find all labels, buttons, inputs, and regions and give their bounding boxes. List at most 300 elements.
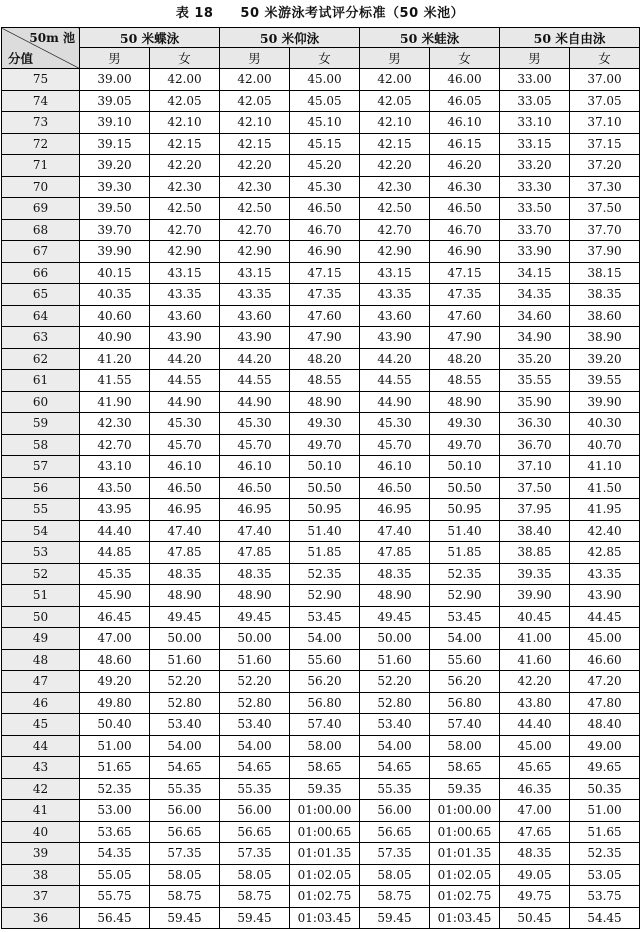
table-row — [2, 348, 640, 370]
time-cell: 46.90 — [290, 241, 360, 263]
time-cell: 47.40 — [220, 520, 290, 542]
time-cell: 43.15 — [220, 262, 290, 284]
time-cell: 59.45 — [360, 907, 430, 929]
time-cell: 58.75 — [220, 886, 290, 908]
table-row — [2, 413, 640, 435]
time-cell: 58.75 — [360, 886, 430, 908]
time-cell: 50.00 — [220, 628, 290, 650]
time-cell: 50.35 — [570, 778, 640, 800]
time-cell: 48.90 — [150, 585, 220, 607]
time-cell: 46.70 — [290, 219, 360, 241]
time-cell: 46.05 — [430, 90, 500, 112]
time-cell: 48.60 — [80, 649, 150, 671]
time-cell: 41.50 — [570, 477, 640, 499]
score-cell: 53 — [2, 542, 80, 564]
time-cell: 45.65 — [500, 757, 570, 779]
time-cell: 50.10 — [430, 456, 500, 478]
time-cell: 58.65 — [430, 757, 500, 779]
scoring-table — [1, 27, 640, 929]
score-cell: 61 — [2, 370, 80, 392]
time-cell: 53.45 — [430, 606, 500, 628]
time-cell: 33.20 — [500, 155, 570, 177]
time-cell: 41.20 — [80, 348, 150, 370]
time-cell: 44.20 — [360, 348, 430, 370]
time-cell: 42.30 — [80, 413, 150, 435]
time-cell: 43.95 — [80, 499, 150, 521]
time-cell: 40.15 — [80, 262, 150, 284]
time-cell: 50.95 — [430, 499, 500, 521]
time-cell: 58.00 — [430, 735, 500, 757]
time-cell: 42.05 — [360, 90, 430, 112]
time-cell: 44.55 — [220, 370, 290, 392]
time-cell: 37.90 — [570, 241, 640, 263]
time-cell: 49.65 — [570, 757, 640, 779]
time-cell: 53.65 — [80, 821, 150, 843]
time-cell: 47.65 — [500, 821, 570, 843]
time-cell: 56.65 — [220, 821, 290, 843]
time-cell: 54.45 — [570, 907, 640, 929]
table-row — [2, 864, 640, 886]
time-cell: 55.35 — [220, 778, 290, 800]
time-cell: 42.15 — [360, 133, 430, 155]
time-cell: 42.30 — [220, 176, 290, 198]
time-cell: 42.70 — [220, 219, 290, 241]
time-cell: 51.85 — [290, 542, 360, 564]
time-cell: 51.40 — [430, 520, 500, 542]
table-row — [2, 219, 640, 241]
time-cell: 39.20 — [570, 348, 640, 370]
time-cell: 52.90 — [430, 585, 500, 607]
time-cell: 39.70 — [80, 219, 150, 241]
time-cell: 52.20 — [220, 671, 290, 693]
score-cell: 50 — [2, 606, 80, 628]
time-cell: 47.85 — [360, 542, 430, 564]
time-cell: 41.60 — [500, 649, 570, 671]
time-cell: 59.35 — [430, 778, 500, 800]
time-cell: 58.05 — [360, 864, 430, 886]
time-cell: 47.85 — [220, 542, 290, 564]
score-cell: 43 — [2, 757, 80, 779]
table-row — [2, 735, 640, 757]
time-cell: 48.35 — [150, 563, 220, 585]
time-cell: 46.60 — [570, 649, 640, 671]
time-cell: 01:00.65 — [290, 821, 360, 843]
table-row — [2, 499, 640, 521]
event-header-breaststroke: 50 米蛙泳 — [360, 28, 500, 48]
time-cell: 01:02.05 — [430, 864, 500, 886]
time-cell: 48.90 — [220, 585, 290, 607]
time-cell: 59.45 — [150, 907, 220, 929]
time-cell: 47.40 — [150, 520, 220, 542]
time-cell: 47.60 — [290, 305, 360, 327]
time-cell: 53.40 — [360, 714, 430, 736]
time-cell: 57.40 — [290, 714, 360, 736]
time-cell: 37.95 — [500, 499, 570, 521]
time-cell: 48.35 — [360, 563, 430, 585]
time-cell: 48.55 — [430, 370, 500, 392]
table-row — [2, 133, 640, 155]
score-cell: 54 — [2, 520, 80, 542]
time-cell: 01:00.00 — [290, 800, 360, 822]
score-cell: 37 — [2, 886, 80, 908]
time-cell: 46.10 — [430, 112, 500, 134]
time-cell: 56.00 — [220, 800, 290, 822]
time-cell: 43.15 — [360, 262, 430, 284]
time-cell: 42.50 — [360, 198, 430, 220]
time-cell: 45.90 — [80, 585, 150, 607]
time-cell: 42.70 — [80, 434, 150, 456]
time-cell: 39.05 — [80, 90, 150, 112]
time-cell: 56.80 — [290, 692, 360, 714]
time-cell: 37.70 — [570, 219, 640, 241]
table-body — [2, 69, 640, 929]
time-cell: 47.15 — [290, 262, 360, 284]
score-cell: 68 — [2, 219, 80, 241]
score-cell: 36 — [2, 907, 80, 929]
time-cell: 44.20 — [150, 348, 220, 370]
time-cell: 42.85 — [570, 542, 640, 564]
time-cell: 57.35 — [220, 843, 290, 865]
table-row — [2, 241, 640, 263]
time-cell: 42.05 — [150, 90, 220, 112]
score-cell: 64 — [2, 305, 80, 327]
table-row — [2, 542, 640, 564]
time-cell: 52.35 — [80, 778, 150, 800]
score-cell: 71 — [2, 155, 80, 177]
time-cell: 37.10 — [500, 456, 570, 478]
time-cell: 51.00 — [570, 800, 640, 822]
time-cell: 33.05 — [500, 90, 570, 112]
time-cell: 56.65 — [150, 821, 220, 843]
time-cell: 45.30 — [290, 176, 360, 198]
time-cell: 39.30 — [80, 176, 150, 198]
time-cell: 37.30 — [570, 176, 640, 198]
event-header-butterfly: 50 米蝶泳 — [80, 28, 220, 48]
time-cell: 42.90 — [360, 241, 430, 263]
time-cell: 33.90 — [500, 241, 570, 263]
table-row — [2, 327, 640, 349]
time-cell: 55.35 — [360, 778, 430, 800]
table-row — [2, 391, 640, 413]
time-cell: 39.90 — [80, 241, 150, 263]
time-cell: 35.55 — [500, 370, 570, 392]
time-cell: 42.10 — [220, 112, 290, 134]
time-cell: 42.90 — [220, 241, 290, 263]
time-cell: 40.70 — [570, 434, 640, 456]
time-cell: 46.45 — [80, 606, 150, 628]
gender-header: 女 — [290, 48, 360, 69]
table-row — [2, 585, 640, 607]
time-cell: 33.70 — [500, 219, 570, 241]
time-cell: 41.95 — [570, 499, 640, 521]
time-cell: 52.80 — [360, 692, 430, 714]
time-cell: 49.20 — [80, 671, 150, 693]
time-cell: 39.35 — [500, 563, 570, 585]
time-cell: 46.50 — [150, 477, 220, 499]
score-cell: 40 — [2, 821, 80, 843]
time-cell: 49.75 — [500, 886, 570, 908]
time-cell: 56.20 — [290, 671, 360, 693]
event-header-backstroke: 50 米仰泳 — [220, 28, 360, 48]
time-cell: 42.20 — [500, 671, 570, 693]
time-cell: 51.00 — [80, 735, 150, 757]
time-cell: 53.45 — [290, 606, 360, 628]
time-cell: 58.00 — [290, 735, 360, 757]
time-cell: 37.50 — [570, 198, 640, 220]
time-cell: 43.60 — [220, 305, 290, 327]
time-cell: 48.90 — [360, 585, 430, 607]
score-cell: 67 — [2, 241, 80, 263]
time-cell: 47.35 — [430, 284, 500, 306]
corner-pool-label: 50m 池 — [29, 31, 75, 45]
time-cell: 37.00 — [570, 69, 640, 91]
table-row — [2, 843, 640, 865]
time-cell: 36.30 — [500, 413, 570, 435]
time-cell: 58.65 — [290, 757, 360, 779]
time-cell: 42.20 — [150, 155, 220, 177]
event-header-freestyle: 50 米自由泳 — [500, 28, 640, 48]
time-cell: 52.35 — [430, 563, 500, 585]
score-cell: 62 — [2, 348, 80, 370]
time-cell: 39.50 — [80, 198, 150, 220]
time-cell: 49.45 — [150, 606, 220, 628]
time-cell: 53.40 — [220, 714, 290, 736]
time-cell: 56.65 — [360, 821, 430, 843]
time-cell: 43.35 — [150, 284, 220, 306]
table-row — [2, 821, 640, 843]
time-cell: 41.10 — [570, 456, 640, 478]
time-cell: 49.30 — [290, 413, 360, 435]
time-cell: 49.00 — [570, 735, 640, 757]
time-cell: 45.35 — [80, 563, 150, 585]
time-cell: 50.00 — [150, 628, 220, 650]
time-cell: 46.70 — [430, 219, 500, 241]
time-cell: 57.35 — [150, 843, 220, 865]
time-cell: 45.10 — [290, 112, 360, 134]
time-cell: 54.00 — [220, 735, 290, 757]
score-cell: 38 — [2, 864, 80, 886]
time-cell: 43.35 — [360, 284, 430, 306]
time-cell: 49.05 — [500, 864, 570, 886]
time-cell: 01:02.05 — [290, 864, 360, 886]
time-cell: 47.80 — [570, 692, 640, 714]
time-cell: 44.45 — [570, 606, 640, 628]
score-cell: 45 — [2, 714, 80, 736]
time-cell: 37.10 — [570, 112, 640, 134]
table-row — [2, 692, 640, 714]
time-cell: 52.35 — [290, 563, 360, 585]
time-cell: 46.95 — [220, 499, 290, 521]
time-cell: 49.80 — [80, 692, 150, 714]
time-cell: 51.60 — [150, 649, 220, 671]
time-cell: 43.35 — [570, 563, 640, 585]
time-cell: 46.10 — [220, 456, 290, 478]
time-cell: 48.90 — [290, 391, 360, 413]
time-cell: 55.35 — [150, 778, 220, 800]
time-cell: 46.15 — [430, 133, 500, 155]
time-cell: 42.30 — [150, 176, 220, 198]
time-cell: 46.50 — [430, 198, 500, 220]
score-cell: 75 — [2, 69, 80, 91]
time-cell: 46.95 — [360, 499, 430, 521]
time-cell: 50.50 — [430, 477, 500, 499]
time-cell: 44.55 — [150, 370, 220, 392]
score-cell: 74 — [2, 90, 80, 112]
time-cell: 34.15 — [500, 262, 570, 284]
time-cell: 39.20 — [80, 155, 150, 177]
time-cell: 45.05 — [290, 90, 360, 112]
time-cell: 37.05 — [570, 90, 640, 112]
time-cell: 47.40 — [360, 520, 430, 542]
time-cell: 50.00 — [360, 628, 430, 650]
time-cell: 37.15 — [570, 133, 640, 155]
time-cell: 51.85 — [430, 542, 500, 564]
time-cell: 48.20 — [290, 348, 360, 370]
score-cell: 51 — [2, 585, 80, 607]
time-cell: 42.90 — [150, 241, 220, 263]
score-cell: 66 — [2, 262, 80, 284]
table-row — [2, 649, 640, 671]
time-cell: 33.15 — [500, 133, 570, 155]
time-cell: 42.40 — [570, 520, 640, 542]
time-cell: 40.90 — [80, 327, 150, 349]
table-row — [2, 434, 640, 456]
table-row — [2, 198, 640, 220]
score-cell: 42 — [2, 778, 80, 800]
time-cell: 52.90 — [290, 585, 360, 607]
table-row — [2, 907, 640, 929]
time-cell: 38.90 — [570, 327, 640, 349]
time-cell: 35.20 — [500, 348, 570, 370]
time-cell: 59.45 — [220, 907, 290, 929]
time-cell: 43.10 — [80, 456, 150, 478]
time-cell: 40.60 — [80, 305, 150, 327]
time-cell: 43.90 — [360, 327, 430, 349]
time-cell: 01:00.65 — [430, 821, 500, 843]
time-cell: 49.70 — [430, 434, 500, 456]
time-cell: 46.95 — [150, 499, 220, 521]
time-cell: 42.20 — [360, 155, 430, 177]
time-cell: 42.30 — [360, 176, 430, 198]
time-cell: 45.70 — [360, 434, 430, 456]
time-cell: 42.50 — [220, 198, 290, 220]
time-cell: 42.10 — [150, 112, 220, 134]
time-cell: 46.30 — [430, 176, 500, 198]
gender-header: 男 — [360, 48, 430, 69]
time-cell: 39.10 — [80, 112, 150, 134]
time-cell: 47.15 — [430, 262, 500, 284]
table-row — [2, 370, 640, 392]
score-cell: 58 — [2, 434, 80, 456]
score-cell: 63 — [2, 327, 80, 349]
time-cell: 59.35 — [290, 778, 360, 800]
time-cell: 56.00 — [150, 800, 220, 822]
time-cell: 54.65 — [360, 757, 430, 779]
time-cell: 45.00 — [290, 69, 360, 91]
corner-header — [2, 28, 80, 69]
time-cell: 01:00.00 — [430, 800, 500, 822]
time-cell: 01:01.35 — [430, 843, 500, 865]
table-row — [2, 305, 640, 327]
time-cell: 46.20 — [430, 155, 500, 177]
time-cell: 46.50 — [360, 477, 430, 499]
time-cell: 40.30 — [570, 413, 640, 435]
time-cell: 43.90 — [570, 585, 640, 607]
time-cell: 54.00 — [290, 628, 360, 650]
time-cell: 58.05 — [220, 864, 290, 886]
time-cell: 46.50 — [220, 477, 290, 499]
time-cell: 46.00 — [430, 69, 500, 91]
time-cell: 55.60 — [290, 649, 360, 671]
time-cell: 43.35 — [220, 284, 290, 306]
score-cell: 48 — [2, 649, 80, 671]
time-cell: 33.50 — [500, 198, 570, 220]
time-cell: 47.85 — [150, 542, 220, 564]
time-cell: 54.00 — [150, 735, 220, 757]
table-row — [2, 800, 640, 822]
time-cell: 39.90 — [500, 585, 570, 607]
score-cell: 72 — [2, 133, 80, 155]
time-cell: 42.00 — [360, 69, 430, 91]
time-cell: 47.60 — [430, 305, 500, 327]
gender-header: 男 — [500, 48, 570, 69]
time-cell: 01:03.45 — [430, 907, 500, 929]
time-cell: 38.85 — [500, 542, 570, 564]
time-cell: 53.40 — [150, 714, 220, 736]
time-cell: 54.35 — [80, 843, 150, 865]
time-cell: 53.05 — [570, 864, 640, 886]
table-row — [2, 112, 640, 134]
table-title: 表 18 50 米游泳考试评分标准（50 米池） — [175, 6, 465, 21]
time-cell: 43.90 — [220, 327, 290, 349]
time-cell: 43.50 — [80, 477, 150, 499]
time-cell: 48.40 — [570, 714, 640, 736]
time-cell: 42.70 — [360, 219, 430, 241]
time-cell: 42.05 — [220, 90, 290, 112]
time-cell: 41.55 — [80, 370, 150, 392]
time-cell: 33.30 — [500, 176, 570, 198]
table-row — [2, 284, 640, 306]
time-cell: 50.50 — [290, 477, 360, 499]
time-cell: 45.70 — [150, 434, 220, 456]
score-cell: 44 — [2, 735, 80, 757]
time-cell: 43.60 — [360, 305, 430, 327]
time-cell: 50.10 — [290, 456, 360, 478]
time-cell: 48.90 — [430, 391, 500, 413]
score-cell: 59 — [2, 413, 80, 435]
time-cell: 38.40 — [500, 520, 570, 542]
time-cell: 47.90 — [430, 327, 500, 349]
time-cell: 49.70 — [290, 434, 360, 456]
time-cell: 33.00 — [500, 69, 570, 91]
time-cell: 55.75 — [80, 886, 150, 908]
table-row — [2, 671, 640, 693]
table-row — [2, 628, 640, 650]
time-cell: 01:02.75 — [290, 886, 360, 908]
time-cell: 39.15 — [80, 133, 150, 155]
time-cell: 01:02.75 — [430, 886, 500, 908]
time-cell: 42.00 — [220, 69, 290, 91]
time-cell: 42.00 — [150, 69, 220, 91]
score-cell: 41 — [2, 800, 80, 822]
time-cell: 55.05 — [80, 864, 150, 886]
gender-header: 女 — [430, 48, 500, 69]
time-cell: 45.20 — [290, 155, 360, 177]
time-cell: 42.15 — [220, 133, 290, 155]
time-cell: 33.10 — [500, 112, 570, 134]
time-cell: 54.65 — [220, 757, 290, 779]
time-cell: 52.80 — [150, 692, 220, 714]
